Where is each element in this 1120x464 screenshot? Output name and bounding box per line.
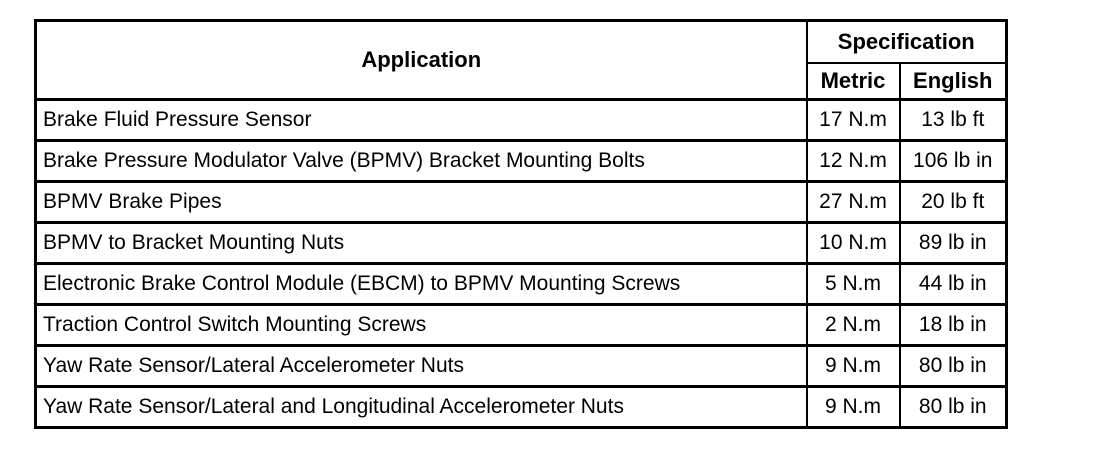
table-row <box>36 100 1007 141</box>
metric-cell: 17 N.m <box>807 100 900 141</box>
application-cell: Brake Pressure Modulator Valve (BPMV) Bracket Mounting Bolts <box>36 141 807 182</box>
application-cell: Yaw Rate Sensor/Lateral Accelerometer Nuts <box>36 346 807 387</box>
application-cell: Electronic Brake Control Module (EBCM) to BPMV Mounting Screws <box>36 264 807 305</box>
english-cell: 44 lb in <box>900 264 1007 305</box>
table-row <box>36 264 1007 305</box>
metric-cell: 9 N.m <box>807 346 900 387</box>
application-cell: BPMV Brake Pipes <box>36 182 807 223</box>
application-cell: BPMV to Bracket Mounting Nuts <box>36 223 807 264</box>
english-cell: 80 lb in <box>900 346 1007 387</box>
application-cell: Traction Control Switch Mounting Screws <box>36 305 807 346</box>
english-cell: 13 lb ft <box>900 100 1007 141</box>
metric-cell: 10 N.m <box>807 223 900 264</box>
english-cell: 89 lb in <box>900 223 1007 264</box>
english-cell: 80 lb in <box>900 387 1007 428</box>
english-cell: 20 lb ft <box>900 182 1007 223</box>
english-cell: 106 lb in <box>900 141 1007 182</box>
table-row <box>36 305 1007 346</box>
metric-cell: 27 N.m <box>807 182 900 223</box>
table-row <box>36 141 1007 182</box>
table-row <box>36 346 1007 387</box>
table-row <box>36 387 1007 428</box>
metric-cell: 9 N.m <box>807 387 900 428</box>
metric-cell: 5 N.m <box>807 264 900 305</box>
metric-cell: 2 N.m <box>807 305 900 346</box>
application-cell: Brake Fluid Pressure Sensor <box>36 100 807 141</box>
metric-header: Metric <box>807 63 900 100</box>
table-row <box>36 182 1007 223</box>
english-cell: 18 lb in <box>900 305 1007 346</box>
application-header: Application <box>36 21 807 100</box>
metric-cell: 12 N.m <box>807 141 900 182</box>
fastener-specification-table <box>34 19 1008 429</box>
table-row <box>36 223 1007 264</box>
english-header: English <box>900 63 1007 100</box>
specification-header: Specification <box>807 21 1007 64</box>
application-cell: Yaw Rate Sensor/Lateral and Longitudinal Accelerometer Nuts <box>36 387 807 428</box>
